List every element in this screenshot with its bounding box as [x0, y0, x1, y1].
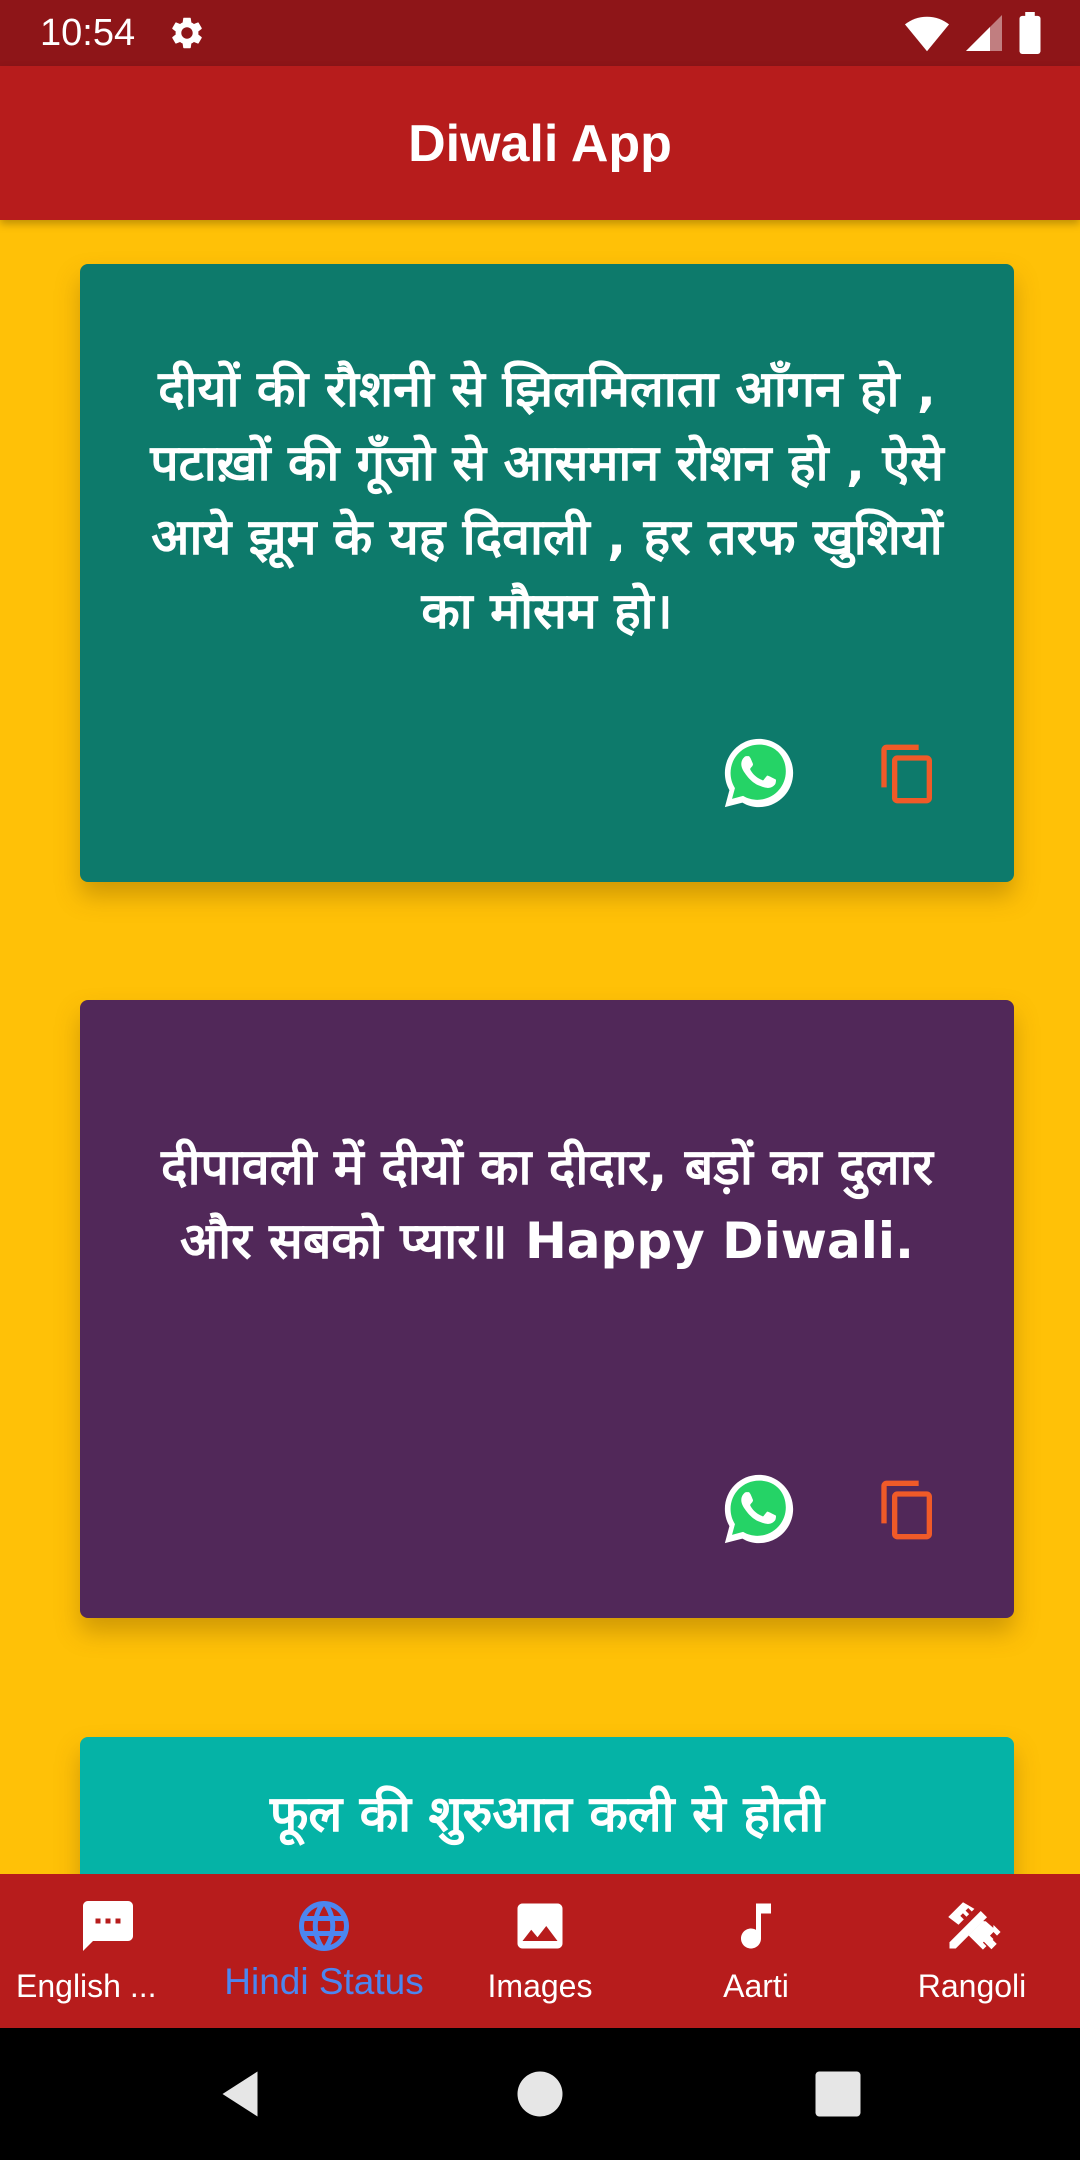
- recents-icon[interactable]: [808, 2064, 868, 2124]
- wifi-icon: [904, 13, 950, 53]
- status-card: [80, 1000, 1014, 1618]
- brush-ruler-icon: [942, 1896, 1002, 1956]
- whatsapp-icon[interactable]: [720, 734, 798, 812]
- nav-label: Hindi Status: [224, 1962, 424, 2002]
- nav-label: English ...: [16, 1968, 157, 2004]
- globe-icon: [294, 1896, 354, 1956]
- status-text: फूल की शुरुआत कली से होती: [269, 1785, 825, 1843]
- status-text: दीयों की रौशनी से झिलमिलाता आँगन हो , पटाख़ों की गूँजो से आसमान रोशन हो , ऐसे आये झूम के यह दिवाली , हर तरफ खुशियों का मौसम हो।: [150, 360, 944, 640]
- nav-images[interactable]: [432, 1874, 648, 2028]
- settings-gear-icon: [168, 14, 206, 52]
- nav-label: Rangoli: [917, 1968, 1027, 2004]
- home-icon[interactable]: [510, 2064, 570, 2124]
- copy-icon[interactable]: [876, 1478, 940, 1542]
- status-time: 10:54: [40, 12, 136, 54]
- image-icon: [510, 1896, 570, 1956]
- status-icons: [904, 12, 1042, 54]
- battery-icon: [1018, 12, 1042, 54]
- nav-label: Aarti: [723, 1968, 789, 2004]
- copy-icon[interactable]: [876, 742, 940, 806]
- nav-rangoli[interactable]: [864, 1874, 1080, 2028]
- nav-label: Images: [487, 1968, 593, 2004]
- nav-hindi-status[interactable]: [216, 1874, 432, 2028]
- system-navigation-bar: [0, 2028, 1080, 2160]
- signal-icon: [964, 13, 1004, 53]
- status-card: [80, 1737, 1014, 1874]
- nav-aarti[interactable]: [648, 1874, 864, 2028]
- whatsapp-icon[interactable]: [720, 1470, 798, 1548]
- status-bar: [0, 0, 1080, 66]
- nav-english-status[interactable]: [0, 1874, 216, 2028]
- status-list[interactable]: [0, 220, 1080, 1874]
- status-card: [80, 264, 1014, 882]
- chat-icon: [78, 1896, 138, 1956]
- back-icon[interactable]: [210, 2064, 270, 2124]
- app-title: Diwali App: [408, 115, 672, 173]
- app-bar: [0, 66, 1080, 220]
- music-note-icon: [726, 1896, 786, 1956]
- status-text: दीपावली में दीयों का दीदार, बड़ों का दुलार और सबको प्यार॥ Happy Diwali.: [161, 1138, 933, 1270]
- bottom-navigation: [0, 1874, 1080, 2028]
